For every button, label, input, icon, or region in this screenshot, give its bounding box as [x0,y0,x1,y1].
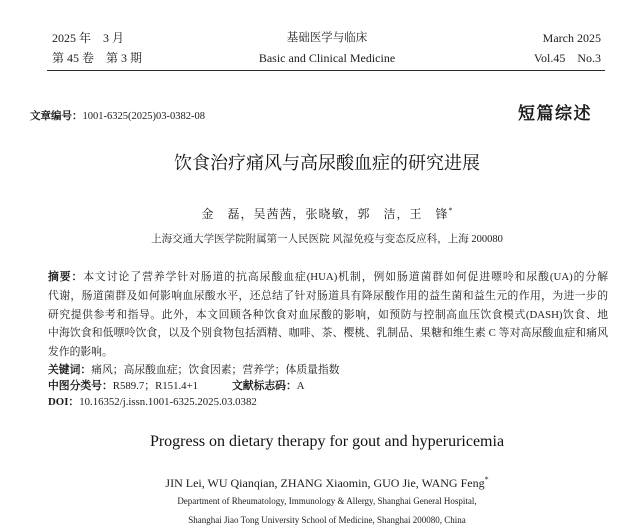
author-names-cn: 金 磊，吴茜茜，张晓敏，郭 洁，王 锋 [201,207,449,221]
journal-name-cn: 基础医学与临床 [286,32,368,44]
header-volume-issue-en: Vol.45 No.3 [533,51,601,65]
clc-value: R589.7；R151.4+1 [112,380,199,392]
column-tag: 短篇综述 [518,104,592,123]
keywords-value: 痛风；高尿酸血症；饮食因素；营养学；体质量指数 [91,364,340,376]
keywords-line [48,362,608,378]
affiliation-en-line: Department of Rheumatology, Immunology & Allergy, Shanghai General Hospital, [177,496,477,506]
abstract-label: 摘要： [48,271,84,283]
corresponding-author-mark-cn: * [448,206,453,215]
affiliation-cn: 上海交通大学医学院附属第一人民医院 风湿免疫与变态反应科，上海 200080 [151,234,503,245]
authors-cn [14,205,640,223]
header-date-cn: 2025 年 3 月 [52,31,125,45]
header-rule [47,70,605,71]
clc-label: 中图分类号： [48,380,113,392]
affiliation-en-line: Shanghai Jiao Tong University School of Medicine, Shanghai 200080, China [188,515,466,525]
running-header-left [52,28,142,68]
journal-name-en: Basic and Clinical Medicine [258,51,396,65]
title-en: Progress on dietary therapy for gout and hyperuricemia [149,433,505,450]
classification-line [48,378,608,394]
article-number [30,109,205,125]
authors-en [14,474,640,492]
abstract-text: 本文讨论了营养学针对肠道的抗高尿酸血症(HUA)机制，例如肠道菌群如何促进嘌呤和尿酸(UA)的分解 [83,271,608,283]
abstract [48,268,608,362]
article-info [48,362,608,410]
abstract-line: 研究提供参考和指导。此外，本文回顾各种饮食对血尿酸的影响，如预防与控制高血压饮食模式(DASH)饮食、地 [48,308,608,321]
doi-value: 10.16352/j.issn.1001-6325.2025.03.0382 [79,396,257,408]
abstract-line: 代谢，肠道菌群及如何影响血尿酸水平，还总结了针对肠道具有降尿酸作用的益生菌和益生元的作用，为进一步的 [48,289,608,302]
abstract-line: 发作的影响。 [48,346,113,359]
abstract-line: 中海饮食和低嘌呤饮食，以及个别食物包括酒精、咖啡、茶、樱桃、乳制品、果糖和维生素 C 等对高尿酸血症和痛风 [48,327,608,340]
article-number-value: 1001-6325(2025)03-0382-08 [82,111,205,122]
doi-label: DOI： [48,396,80,408]
abstract-line [48,268,608,287]
header-volume-issue-cn: 第 45 卷 第 3 期 [52,51,143,65]
author-names-en: JIN Lei, WU Qianqian, ZHANG Xiaomin, GUO Jie, WANG Feng [165,476,485,490]
title-cn: 饮食治疗痛风与高尿酸血症的研究进展 [174,153,480,173]
corresponding-author-mark-en: * [484,475,489,484]
doi-line [48,394,608,410]
doc-code-label: 文献标志码： [232,380,297,392]
running-header-right [534,28,601,68]
article-number-label: 文章编号： [30,111,83,122]
doc-code-value: A [296,380,305,392]
running-header-center [225,28,429,68]
affiliation-en [14,492,640,530]
keywords-label: 关键词： [48,364,92,376]
header-date-en: March 2025 [542,31,601,45]
clc-group [48,378,232,394]
